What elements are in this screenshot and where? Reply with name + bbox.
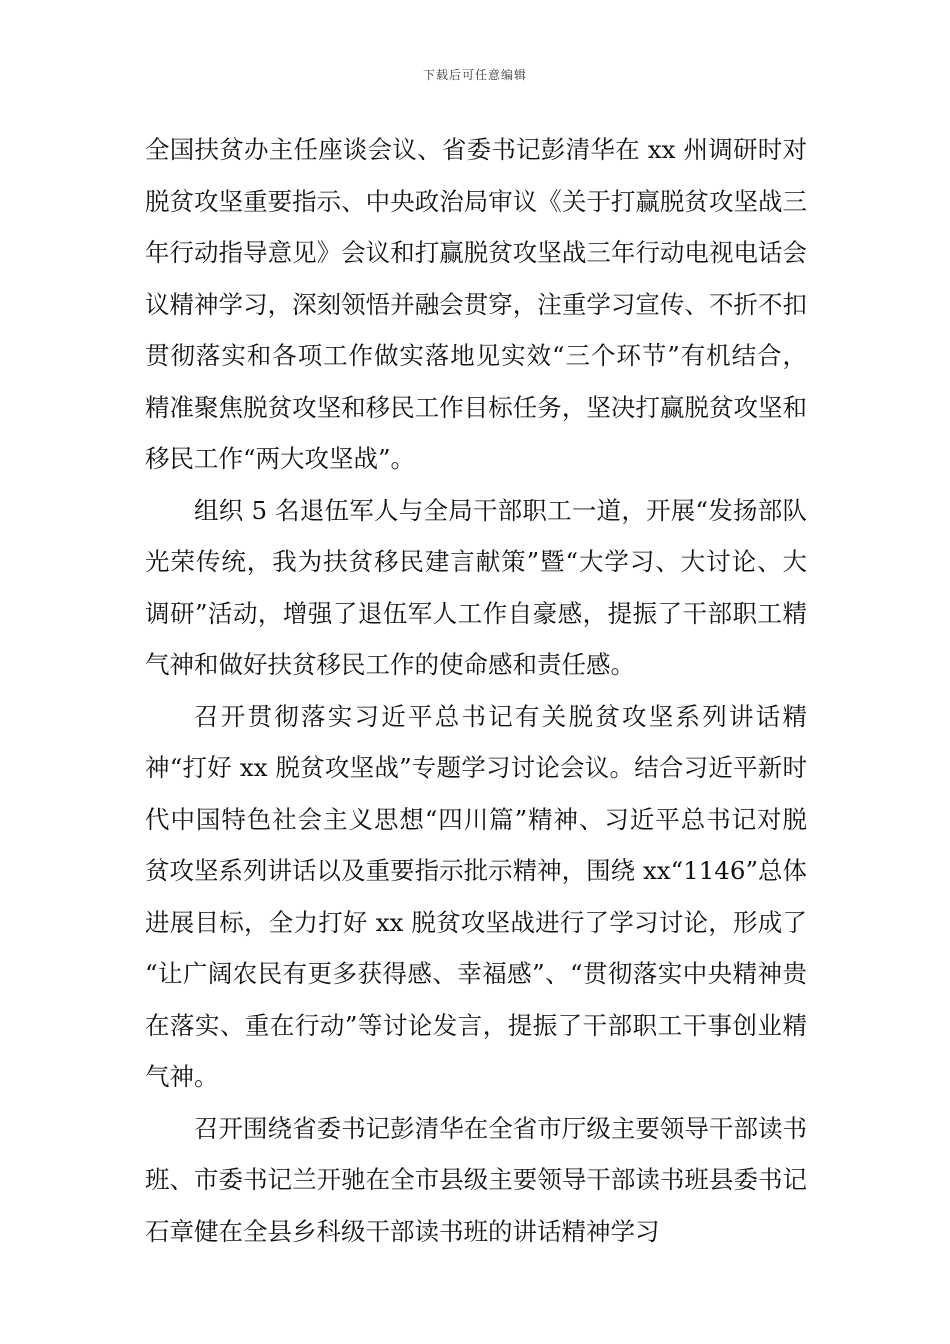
- paragraph-4: 召开围绕省委书记彭清华在全省市厅级主要领导干部读书班、市委书记兰开驰在全市县级主要领导干部读书班县委书记石章健在全县乡科级干部读书班的讲话精神学习: [145, 1113, 807, 1246]
- document-body: [145, 124, 807, 1257]
- paragraph-3: 召开贯彻落实习近平总书记有关脱贫攻坚系列讲话精神“打好 xx 脱贫攻坚战”专题学习讨论会议。结合习近平新时代中国特色社会主义思想“四川篇”精神、习近平总书记对脱贫攻坚系列讲话以及重要指示批示精神，围绕 xx“1146”总体进展目标，全力打好 xx 脱贫攻坚战进行了学习讨论，形成了 “让广阔农民有更多获得感、幸福感”、“贯彻落实中央精神贵在落实、重在行动”等讨论发言，提振了干部职工干事创业精气神。: [145, 701, 807, 1091]
- paragraph-2: 组织 5 名退伍军人与全局干部职工一道，开展“发扬部队光荣传统，我为扶贫移民建言献策”暨“大学习、大讨论、大调研”活动，增强了退伍军人工作自豪感，提振了干部职工精气神和做好扶贫移民工作的使命感和责任感。: [145, 495, 807, 679]
- paragraph-1: 全国扶贫办主任座谈会议、省委书记彭清华在 xx 州调研时对脱贫攻坚重要指示、中央政治局审议《关于打赢脱贫攻坚战三年行动指导意见》会议和打赢脱贫攻坚战三年行动电视电话会议精神学习，深刻领悟并融会贯穿，注重学习宣传、不折不扣贯彻落实和各项工作做实落地见实效“三个环节”有机结合，精准聚焦脱贫攻坚和移民工作目标任务，坚决打赢脱贫攻坚和移民工作“两大攻坚战”。: [145, 135, 807, 473]
- header-note: 下载后可任意编辑: [422, 68, 527, 82]
